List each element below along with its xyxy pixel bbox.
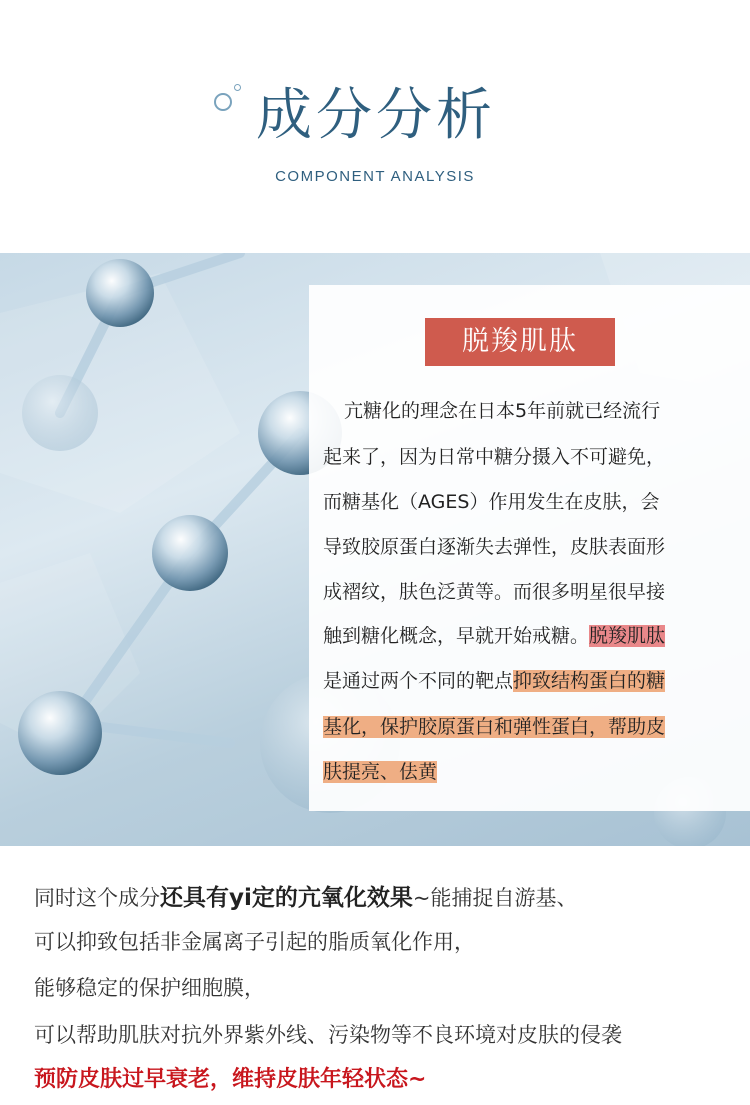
card-line-6 xyxy=(323,620,665,652)
card-line-5: 成褶纹，肤色泛黄等。而很多明星很早接 xyxy=(323,581,666,603)
card-line-3: 而糖基化（AGES）作用发生在皮肤，会 xyxy=(323,491,660,513)
header xyxy=(0,0,750,253)
card-line-4: 导致胶原蛋白逐渐失去弹性，皮肤表面形 xyxy=(323,536,666,558)
ingredient-tag: 脱羧肌肽 xyxy=(425,318,615,366)
body-paragraph-3: 能够稳定的保护细胞膜， xyxy=(34,976,265,1000)
body-paragraph-2: 可以抑致包括非金属离子引起的脂质氧化作用， xyxy=(34,930,475,954)
body-paragraph-4: 可以帮助肌肤对抗外界紫外线、污染物等不良环境对皮肤的侵袭 xyxy=(34,1023,622,1047)
body-conclusion: 预防皮肤过早衰老，维持皮肤年轻状态~ xyxy=(34,1067,427,1092)
small-bubble-icon xyxy=(234,84,241,91)
bubble-icon xyxy=(214,93,232,111)
body-paragraph-1 xyxy=(34,883,578,913)
card-line-7-text: 是通过两个不同的靶点 xyxy=(323,670,514,692)
card-line-9 xyxy=(323,756,437,788)
card-line-8 xyxy=(323,711,665,743)
page-title: 成分分析 xyxy=(256,83,496,148)
card-line-6-text: 触到糖化概念，早就开始戒糖。 xyxy=(323,625,590,647)
card-line-1: 亢糖化的理念在日本5年前就已经流行 xyxy=(344,400,661,422)
body-text: ~能捕捉自游基、 xyxy=(412,886,578,910)
ingredient-highlight: 脱羧肌肽 xyxy=(589,625,666,647)
effect-highlight-2: 基化，保护胶原蛋白和弹性蛋白，帮助皮 xyxy=(323,716,666,738)
card-line-2: 起来了，因为日常中糖分摄入不可避免， xyxy=(323,446,666,468)
body-emphasis: 还具有yi定的亢氧化效果 xyxy=(160,885,413,911)
card-line-7 xyxy=(323,665,665,697)
effect-highlight-1: 抑致结构蛋白的糖 xyxy=(513,670,666,692)
page-subtitle: COMPONENT ANALYSIS xyxy=(275,168,475,185)
effect-highlight-3: 肤提亮、佉黄 xyxy=(323,761,438,783)
body-text: 同时这个成分 xyxy=(34,886,160,910)
